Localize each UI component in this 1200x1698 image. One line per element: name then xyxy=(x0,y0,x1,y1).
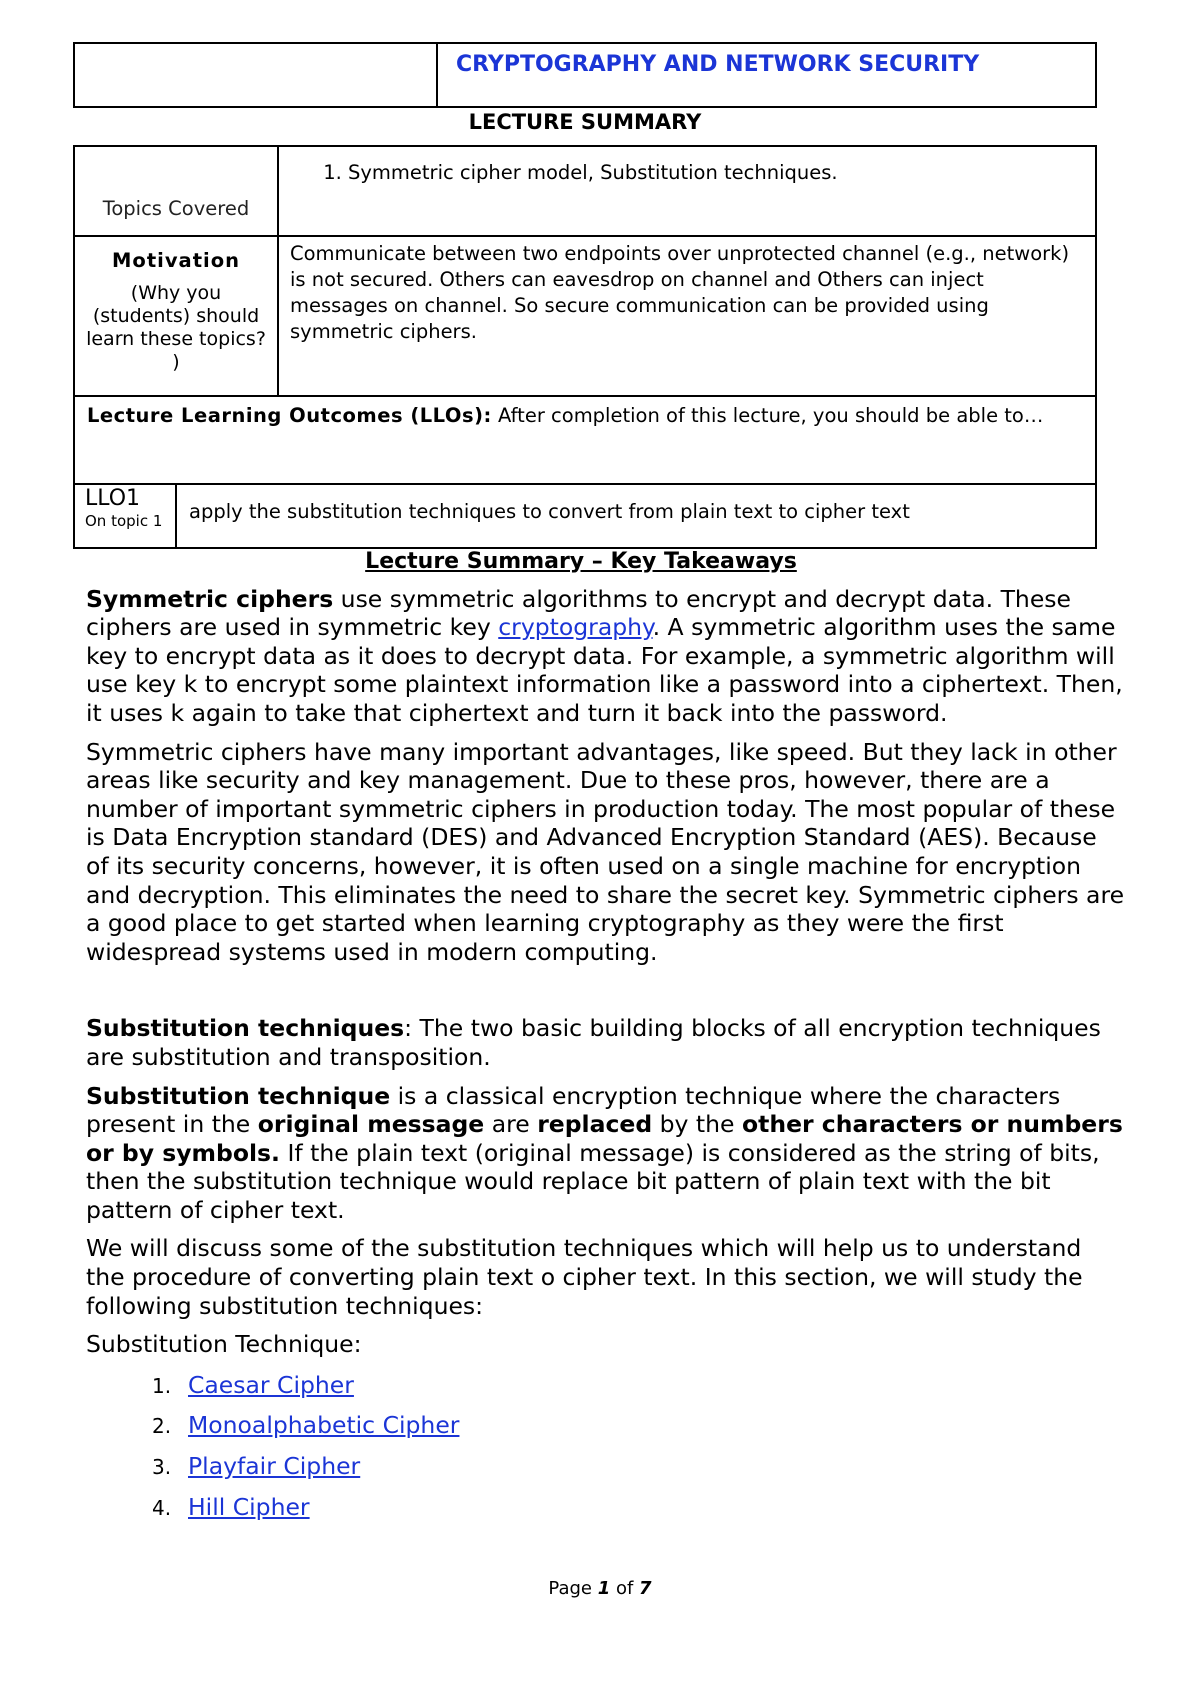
llo1-label: LLO1 xyxy=(85,486,141,511)
p4-bold-3: replaced xyxy=(537,1110,653,1139)
page-total: 7 xyxy=(639,1578,652,1599)
list-number: 2. xyxy=(152,1414,172,1439)
llo1-topic: On topic 1 xyxy=(85,512,163,530)
p4-text-2: are xyxy=(484,1110,538,1139)
list-item xyxy=(152,1493,1126,1523)
lecture-body xyxy=(86,548,1126,1533)
list-number: 4. xyxy=(152,1495,172,1520)
motivation-row xyxy=(74,236,1096,396)
paragraph-substitution-definition xyxy=(86,1082,1126,1225)
llo1-flex xyxy=(75,485,1095,547)
motivation-title: Motivation xyxy=(112,249,240,272)
llo-row xyxy=(74,396,1096,484)
llo-intro: After completion of this lecture, you should be able to… xyxy=(491,404,1044,427)
monoalphabetic-cipher-link[interactable]: Monoalphabetic Cipher xyxy=(188,1411,460,1440)
topics-cell xyxy=(278,146,1096,236)
page-word: Page xyxy=(548,1578,598,1599)
list-item xyxy=(152,1452,1126,1482)
motivation-text: Communicate between two endpoints over unprotected channel (e.g., network) is not secured. Others can eavesdrop on channel and Others can inject messages on channel. So secure communication can be provided using symmetric ciphers. xyxy=(290,242,1070,343)
page-number: 1 xyxy=(597,1578,611,1599)
motivation-cell xyxy=(278,236,1096,396)
summary-table xyxy=(73,145,1097,549)
p1-bold: Symmetric ciphers xyxy=(86,584,334,613)
topic-item: 1. Symmetric cipher model, Substitution techniques. xyxy=(348,160,1094,186)
header-logo-cell xyxy=(75,44,438,106)
playfair-cipher-link[interactable]: Playfair Cipher xyxy=(188,1452,361,1481)
page-footer xyxy=(0,1578,1200,1599)
hill-cipher-link[interactable]: Hill Cipher xyxy=(188,1492,310,1521)
topics-label: Topics Covered xyxy=(102,197,250,220)
paragraph-advantages: Symmetric ciphers have many important advantages, like speed. But they lack in other areas like security and key management. Due to these pros, however, there are a number of important symmetric ciphers in production today. The most popular of these is Data Encryption standard (DES) and Advanced Encryption Standard (AES). Because of its security concerns, however, it is often used on a single machine for encryption and decryption. This eliminates the need to share the secret key. Symmetric ciphers are a good place to get started when learning cryptography as they were the first widespread systems used in modern computing. xyxy=(86,737,1125,966)
caesar-cipher-link[interactable]: Caesar Cipher xyxy=(188,1370,354,1399)
p4-text-3: by the xyxy=(652,1110,742,1139)
list-number: 3. xyxy=(152,1455,172,1480)
p4-bold-1: Substitution technique xyxy=(86,1081,391,1110)
technique-list xyxy=(86,1371,1126,1522)
paragraph-substitution-intro xyxy=(86,1014,1126,1071)
course-title: CRYPTOGRAPHY AND NETWORK SECURITY xyxy=(456,52,980,77)
topics-label-cell xyxy=(74,146,278,236)
cryptography-link[interactable]: cryptography xyxy=(498,613,653,642)
list-number: 1. xyxy=(152,1373,172,1398)
p3-bold: Substitution techniques xyxy=(86,1014,405,1043)
llo1-text: apply the substitution techniques to convert from plain text to cipher text xyxy=(189,500,910,523)
llo1-row xyxy=(74,484,1096,548)
list-heading: Substitution Technique: xyxy=(86,1330,362,1359)
p1-text-b: . A symmetric algorithm uses the same key to encrypt data as it does to decrypt data. For example, a symmetric algorithm will use key k to encrypt some plaintext information like a password into a ciphertext. Then, it uses k again to take that ciphertext and turn it back into the password. xyxy=(86,613,1123,727)
llo-cell xyxy=(74,396,1096,484)
p4-text-1: is a classical encryption technique where the characters present in the xyxy=(86,1081,1061,1139)
p3-text: : The two basic building blocks of all encryption techniques are substitution and transposition. xyxy=(86,1014,1101,1071)
header-table xyxy=(73,42,1097,108)
topic-list xyxy=(280,160,1094,186)
p4-bold-2: original message xyxy=(257,1110,485,1139)
p4-bold-4: other characters or numbers or by symbols. xyxy=(86,1110,1123,1167)
spacer xyxy=(86,976,1126,1014)
motivation-label-cell xyxy=(74,236,278,396)
of-word: of xyxy=(610,1578,640,1599)
topics-row xyxy=(74,146,1096,236)
llo1-container xyxy=(74,484,1096,548)
paragraph-symmetric-ciphers xyxy=(86,585,1126,728)
llo-heading: Lecture Learning Outcomes (LLOs): xyxy=(87,404,492,427)
p1-text-a: use symmetric algorithms to encrypt and decrypt data. These ciphers are used in symmetric key xyxy=(86,584,1071,642)
paragraph-discussion: We will discuss some of the substitution techniques which will help us to understand the procedure of converting plain text o cipher text. In this section, we will study the following substitution techniques: xyxy=(86,1234,1083,1320)
llo1-label-cell xyxy=(75,485,177,547)
p4-text-4: If the plain text (original message) is considered as the string of bits, then the substitution technique would replace bit pattern of plain text with the bit pattern of cipher text. xyxy=(86,1138,1100,1224)
list-item xyxy=(152,1371,1126,1401)
takeaways-title: Lecture Summary – Key Takeaways xyxy=(365,549,797,574)
section-title: LECTURE SUMMARY xyxy=(468,110,702,134)
list-item xyxy=(152,1411,1126,1441)
motivation-subtitle: (Why you (students) should learn these topics? ) xyxy=(86,282,266,373)
